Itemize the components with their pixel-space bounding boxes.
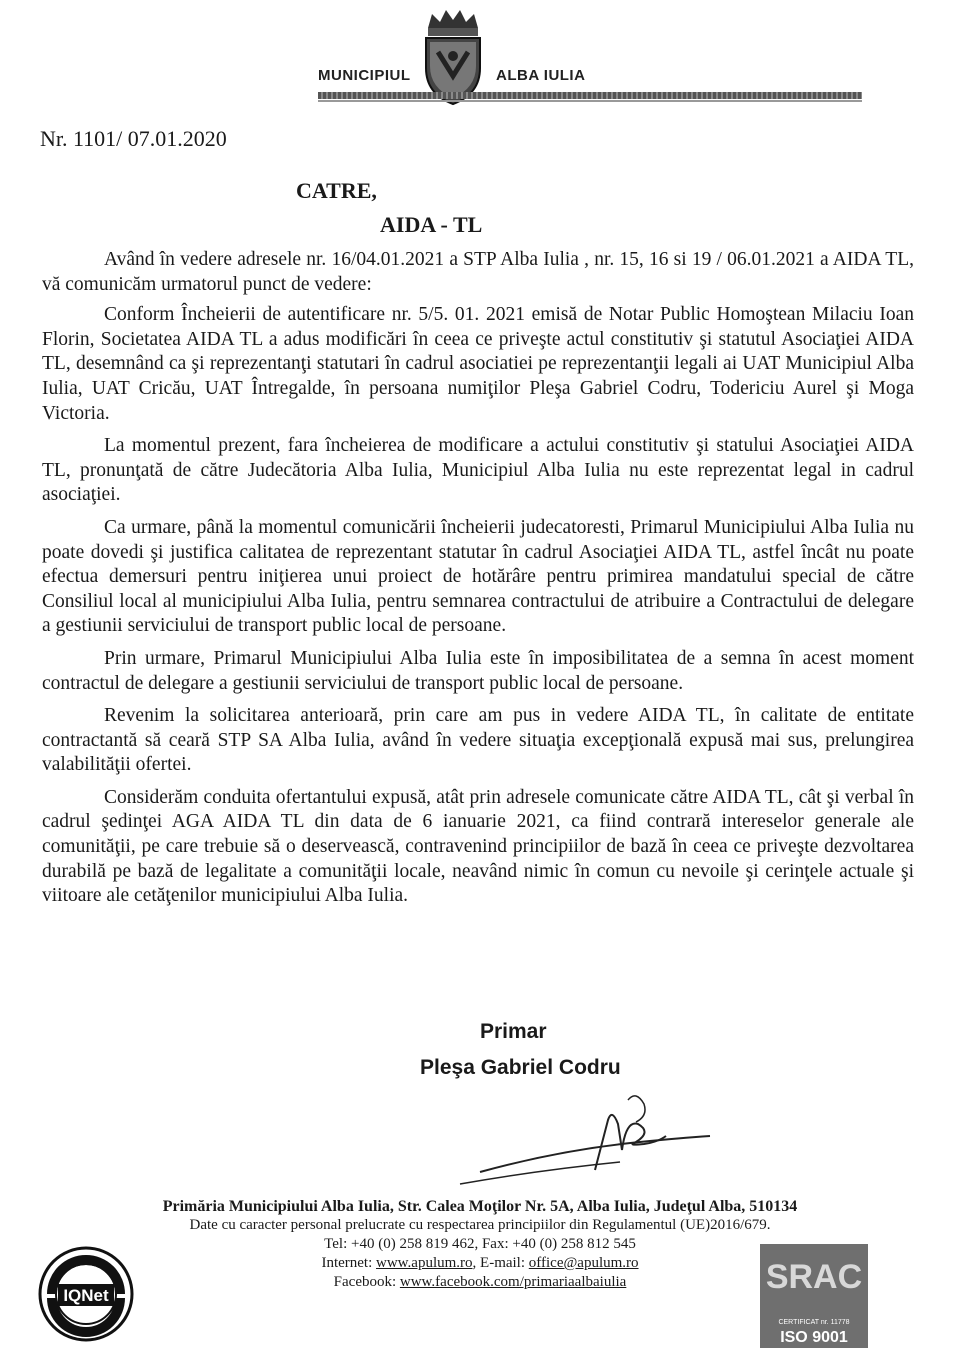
footer-email-label: , E-mail: bbox=[472, 1255, 529, 1271]
letter-body bbox=[42, 248, 914, 917]
footer-facebook-label: Facebook: bbox=[333, 1274, 400, 1290]
footer-address: Primăria Municipiului Alba Iulia, Str. Calea Moţilor Nr. 5A, Alba Iulia, Judeţul Alba, 510134 bbox=[162, 1198, 798, 1215]
addressee: AIDA - TL bbox=[380, 212, 483, 237]
document-number: Nr. 1101/ 07.01.2020 bbox=[40, 126, 227, 151]
iqnet-certified-badge-icon bbox=[38, 1246, 134, 1342]
paragraph-7: Considerăm conduita ofertantului expusă, atât prin adresele comunicate către AIDA TL, cât şi verbal în cadrul şedinţei AGA AIDA TL din data de 6 ianuarie 2021, ca fiind contrară intereselor generale ale comunităţii, pe care trebuie să o deservească, contravenind principiilor de bază în ceea ce priveşte dezvoltarea durabilă pe bază de legalitate a comunităţii locale, neavând nimic în comun cu nevoile şi cerinţele actuale şi viitoare ale cetăţenilor municipiului Alba Iulia. bbox=[42, 786, 914, 907]
signatory-title: Primar bbox=[480, 1020, 547, 1043]
srac-iso-badge-icon bbox=[760, 1244, 868, 1348]
iso-9001-label: ISO 9001 bbox=[780, 1329, 848, 1346]
iqnet-label: IQNet bbox=[63, 1286, 109, 1305]
footer-phone: Tel: +40 (0) 258 819 462, Fax: +40 (0) 258 812 545 bbox=[324, 1236, 636, 1252]
addressee-label: CATRE, bbox=[296, 178, 377, 203]
header-rule-thin bbox=[318, 100, 862, 102]
footer-gdpr: Date cu caracter personal prelucrate cu respectarea principiilor din Regulamentul (UE)2016/679. bbox=[189, 1217, 771, 1233]
footer-facebook bbox=[100, 1273, 860, 1292]
paragraph-2: Conform Încheierii de autentificare nr. 5/5. 01. 2021 emisă de Notar Public Homoştean Milaciu Ioan Florin, Societatea AIDA TL a adus modificări în ceea ce priveşte actul constitutiv şi statutul Asociaţiei AIDA TL, desemnând ca şi reprezentanţi statutari în cadrul asociatiei pe reprezentanţii legali ai UAT Municipiul Alba Iulia, UAT Cricău, UAT Întregalde, în persoana numiţilor Pleşa Gabriel Codru, Todericiu Aurel şi Moga Victoria. bbox=[42, 304, 914, 424]
facebook-link[interactable]: www.facebook.com/primariaalbaiulia bbox=[399, 1274, 627, 1290]
header-municipiul: MUNICIPIUL bbox=[318, 67, 411, 84]
paragraph-6: Revenim la solicitarea anterioară, prin care am pus in vedere AIDA TL, în calitate de entitate contractantă să ceară STP SA Alba Iulia, având în vedere situaţia excepţională expusă mai sus, prelungirea valabilităţii ofertei. bbox=[42, 705, 914, 776]
signatory-name: Pleşa Gabriel Codru bbox=[420, 1056, 621, 1079]
handwritten-signature-icon bbox=[440, 1080, 720, 1190]
header-alba-iulia: ALBA IULIA bbox=[496, 67, 586, 84]
srac-certificate: CERTIFICAT nr. 11778 bbox=[778, 1319, 850, 1326]
footer-internet bbox=[100, 1254, 860, 1273]
email-link[interactable]: office@apulum.ro bbox=[528, 1255, 639, 1271]
paragraph-5: Prin urmare, Primarul Municipiului Alba Iulia este în imposibilitatea de a semna în acest moment contractul de delegare a gestiunii serviciului de transport public local de persoane. bbox=[42, 647, 914, 694]
srac-logo: SRAC bbox=[765, 1258, 863, 1296]
paragraph-3: La momentul prezent, fara încheierea de modificare a actului constitutiv şi statului Asociaţiei AIDA TL, pronunţată de către Judecătoria Alba Iulia, Municipiul Alba Iulia nu este reprezentat legal in cadrul asociaţiei. bbox=[42, 435, 914, 506]
header-rule bbox=[318, 92, 862, 99]
paragraph-1: Având în vedere adresele nr. 16/04.01.2021 a STP Alba Iulia , nr. 15, 16 si 19 / 06.01.2021 a AIDA TL, vă comunicăm urmatorul punct de vedere: bbox=[42, 249, 914, 295]
coat-of-arms-icon bbox=[418, 6, 488, 106]
paragraph-4: Ca urmare, până la momentul comunicării încheierii judecatoresti, Primarul Municipiului Alba Iulia nu poate dovedi şi justifica calitatea de reprezentant statutar în cadrul Asociaţiei AIDA TL, astfel încât nu poate efectua demersuri pentru iniţierea unui proiect de hotărâre pentru primirea mandatului special de către Consiliul local al municipiului Alba Iulia, pentru semnarea contractului de atribuire a Contractului de delegare a gestiunii serviciului de transport public local de persoane. bbox=[42, 516, 914, 637]
website-link[interactable]: www.apulum.ro bbox=[376, 1255, 473, 1271]
footer bbox=[100, 1197, 860, 1292]
footer-internet-label: Internet: bbox=[321, 1255, 377, 1271]
